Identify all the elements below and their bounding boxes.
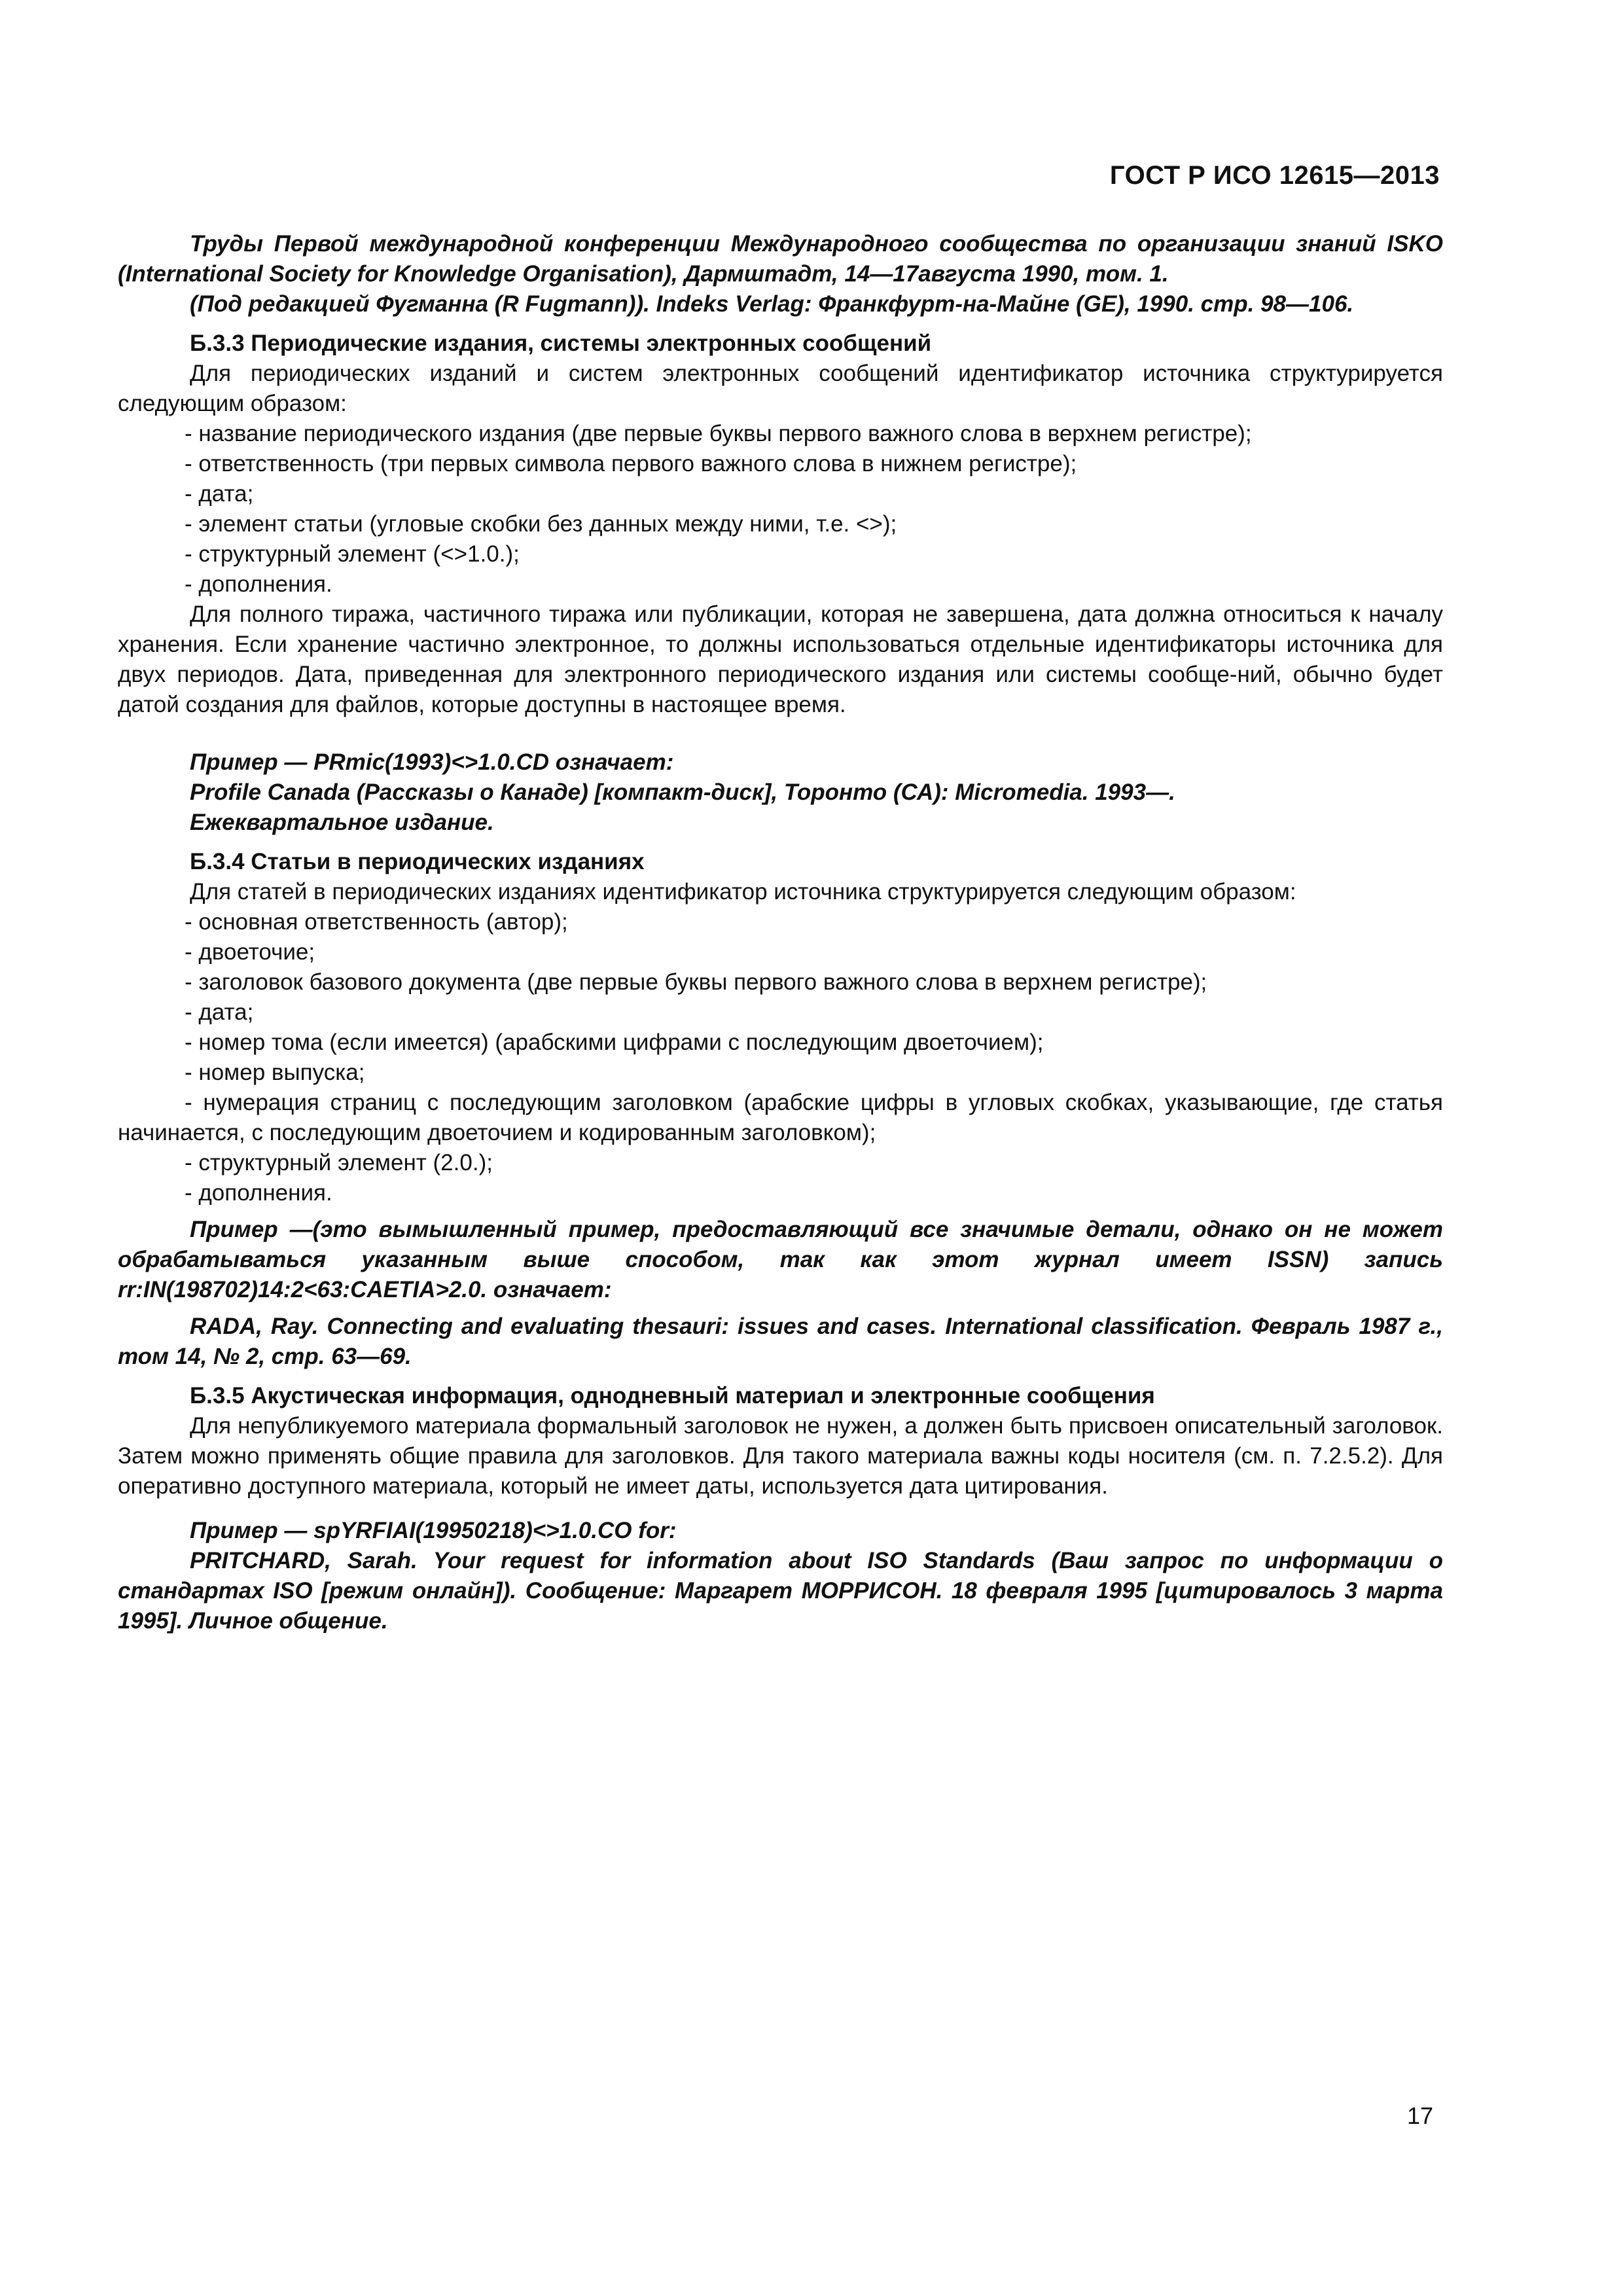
section-b34-intro: Для статей в периодических изданиях идентификатор источника структурируется следующим образом: bbox=[190, 879, 1296, 905]
section-b35-heading: Б.3.5 Акустическая информация, однодневный материал и электронные сообщения bbox=[190, 1383, 1155, 1408]
list-item: - дата; bbox=[185, 999, 254, 1025]
document-header: ГОСТ Р ИСО 12615—2013 bbox=[1109, 161, 1440, 190]
section-b34-list bbox=[118, 907, 1443, 1208]
list-item: - название периодического издания (две первые буквы первого важного слова в верхнем регистре); bbox=[185, 421, 1252, 446]
example-b35-line-1: Пример — spYRFIAI(19950218)<>1.0.CO for: bbox=[190, 1518, 677, 1543]
list-item: - нумерация страниц с последующим заголовком (арабские цифры в угловых скобках, указывающие, где статья начинается, с последующим двоеточием и кодированным заголовком); bbox=[118, 1090, 1443, 1145]
list-item: - двоеточие; bbox=[185, 939, 315, 965]
list-item: - заголовок базового документа (две первые буквы первого важного слова в верхнем регистре); bbox=[185, 969, 1207, 995]
list-item: - основная ответственность (автор); bbox=[185, 909, 568, 935]
reference-line-2: (Под редакцией Фугманна (R Fugmann)). Indeks Verlag: Франкфурт-на-Майне (GE), 1990. стр. 98—106. bbox=[190, 291, 1354, 317]
section-b33-heading: Б.3.3 Периодические издания, системы электронных сообщений bbox=[190, 331, 932, 356]
example-b33-line-1: Пример — PRmic(1993)<>1.0.CD означает: bbox=[190, 749, 674, 775]
example-b33-line-3: Ежеквартальное издание. bbox=[190, 810, 494, 835]
example-b35-line-2: PRITCHARD, Sarah. Your request for information about ISO Standards (Ваш запрос по информации о стандартах ISO [режим онлайн]). Сообщение: Маргарет МОРРИСОН. 18 февраля 1995 [цитировалось 3 марта 1995]. Личное общение. bbox=[118, 1548, 1443, 1634]
list-item: - номер тома (если имеется) (арабскими цифрами с последующим двоеточием); bbox=[185, 1030, 1044, 1055]
list-item: - структурный элемент (2.0.); bbox=[185, 1150, 493, 1175]
list-item: - ответственность (три первых символа первого важного слова в нижнем регистре); bbox=[185, 451, 1077, 476]
example-b33-line-2: Profile Canada (Рассказы о Канаде) [компакт-диск], Торонто (СА): Micromedia. 1993—. bbox=[190, 780, 1175, 805]
list-item: - дата; bbox=[185, 481, 254, 507]
document-body bbox=[118, 229, 1443, 1636]
list-item: - дополнения. bbox=[185, 571, 332, 597]
section-b33-paragraph: Для полного тиража, частичного тиража или публикации, которая не завершена, дата должна относиться к началу хранения. Если хранение частично электронное, то должны использоваться отдельные идентификаторы источника для двух периодов. Дата, приведенная для электронного периодического издания или системы сообще-ний, обычно будет датой создания для файлов, которые доступны в настоящее время. bbox=[118, 601, 1443, 717]
page-number: 17 bbox=[1406, 2102, 1433, 2129]
list-item: - номер выпуска; bbox=[185, 1060, 365, 1085]
section-b33-intro: Для периодических изданий и систем электронных сообщений идентификатор источника структурируется следующим образом: bbox=[118, 361, 1443, 416]
list-item: - структурный элемент (<>1.0.); bbox=[185, 541, 520, 567]
section-b35-paragraph: Для непубликуемого материала формальный заголовок не нужен, а должен быть присвоен описательный заголовок. Затем можно применять общие правила для заголовков. Для такого материала важны коды носителя (см. п. 7.2.5.2). Для оперативно доступного материала, который не имеет даты, используется дата цитирования. bbox=[118, 1413, 1443, 1499]
section-b33-list bbox=[118, 419, 1443, 600]
list-item: - дополнения. bbox=[185, 1180, 332, 1206]
section-b34-heading: Б.3.4 Статьи в периодических изданиях bbox=[190, 849, 645, 874]
example-b34-line-2: RADA, Ray. Connecting and evaluating thesauri: issues and cases. International classification. Февраль 1987 г., том 14, № 2, стр. 63—69. bbox=[118, 1314, 1443, 1369]
example-b34-line-1: Пример —(это вымышленный пример, предоставляющий все значимые детали, однако он не может обрабатываться указанным выше способом, так как этот журнал имеет ISSN) запись rr:IN(198702)14:2<63:CAETIA>2.0. означает: bbox=[118, 1217, 1443, 1302]
reference-line-1: Труды Первой международной конференции Международного сообщества по организации знаний ISKO (International Society for Knowledge Organisation), Дармштадт, 14—17августа 1990, том. 1. bbox=[118, 231, 1443, 287]
list-item: - элемент статьи (угловые скобки без данных между ними, т.е. <>); bbox=[185, 511, 897, 537]
